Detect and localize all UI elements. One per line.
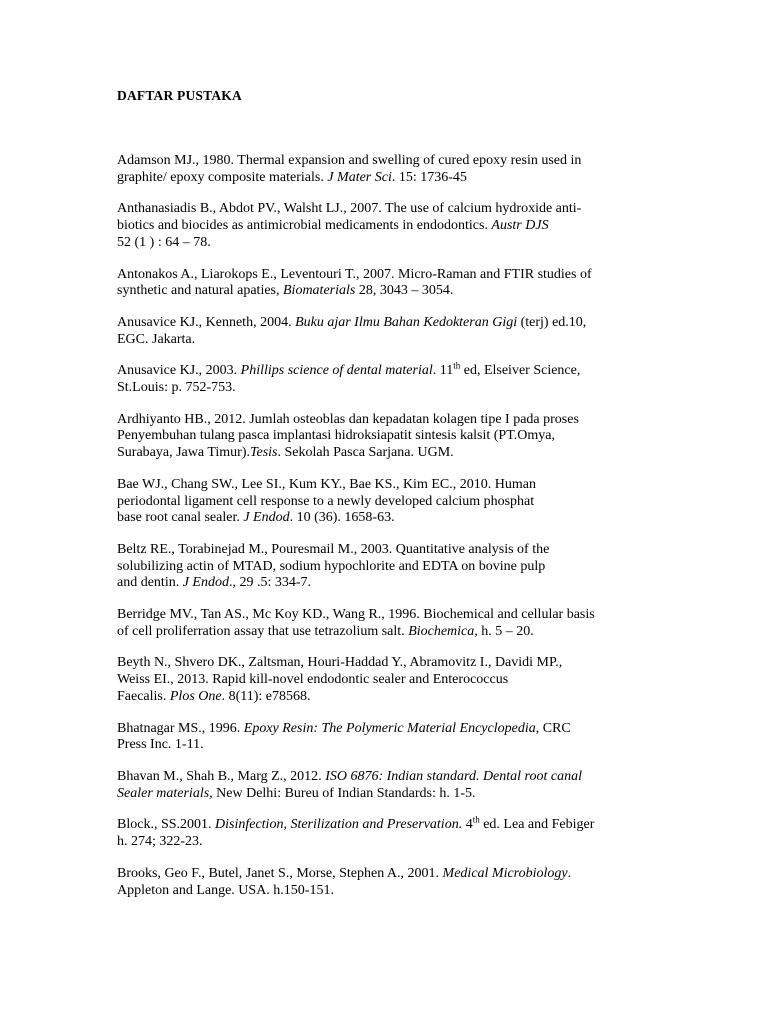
reference-text: . 11 bbox=[432, 363, 454, 379]
reference-entry bbox=[117, 607, 652, 640]
reference-text: and dentin. bbox=[117, 575, 183, 591]
reference-text: Bae WJ., Chang SW., Lee SI., Kum KY., Bae KS., Kim EC., 2010. Human bbox=[117, 476, 536, 492]
reference-text: Surabaya, Jawa Timur). bbox=[117, 445, 250, 461]
reference-italic-text: ISO 6876: Indian standard. Dental root canal bbox=[325, 768, 582, 784]
reference-italic-text: Medical Microbiology bbox=[442, 865, 568, 881]
reference-line bbox=[117, 672, 652, 689]
reference-line bbox=[117, 266, 652, 284]
reference-line bbox=[117, 865, 652, 883]
reference-line bbox=[117, 655, 652, 672]
reference-text: Appleton and Lange. USA. h.150-151. bbox=[117, 882, 334, 898]
reference-text: . 15: 1736-45 bbox=[391, 169, 467, 185]
reference-text: Bhavan M., Shah B., Marg Z., 2012. bbox=[117, 768, 326, 784]
reference-text: New Delhi: Bureu of Indian Standards: h. 1-5. bbox=[212, 785, 476, 801]
reference-line bbox=[117, 218, 652, 235]
reference-text: 28, 3043 – 3054. bbox=[355, 283, 454, 299]
reference-line bbox=[117, 785, 652, 803]
reference-entry bbox=[117, 153, 652, 186]
reference-text: Press Inc. 1-11. bbox=[117, 737, 204, 753]
reference-text: Bhatnagar MS., 1996. bbox=[117, 720, 244, 736]
reference-text: Brooks, Geo F., Butel, Janet S., Morse, Stephen A., 2001. bbox=[117, 865, 443, 881]
reference-entry bbox=[117, 814, 652, 850]
reference-entry bbox=[117, 542, 652, 592]
reference-line bbox=[117, 720, 652, 738]
reference-text: synthetic and natural apaties, bbox=[117, 283, 283, 299]
reference-text: Beyth N., Shvero DK., Zaltsman, Houri-Haddad Y., Abramovitz I., Davidi MP., bbox=[117, 655, 563, 671]
reference-entry bbox=[117, 412, 652, 462]
reference-entry bbox=[117, 477, 652, 527]
reference-line bbox=[117, 834, 652, 851]
reference-italic-text: Buku ajar Ilmu Bahan Kedokteran Gigi bbox=[295, 314, 518, 330]
reference-line bbox=[117, 768, 652, 786]
reference-text: ed, Elseiver Science, bbox=[460, 363, 581, 379]
reference-text: graphite/ epoxy composite materials. bbox=[117, 169, 328, 185]
reference-line bbox=[117, 360, 652, 380]
reference-text: (terj) ed.10, bbox=[517, 314, 587, 330]
reference-italic-text: Plos One bbox=[169, 688, 222, 704]
reference-text: Faecalis. bbox=[117, 688, 170, 704]
reference-italic-text: J Mater Sci bbox=[327, 169, 392, 185]
reference-italic-text: Epoxy Resin: The Polymeric Material Encyclopedia bbox=[243, 720, 536, 736]
reference-text: Weiss EI., 2013. Rapid kill-novel endodontic sealer and Enterococcus bbox=[117, 672, 509, 688]
reference-line bbox=[117, 493, 652, 511]
reference-italic-text: J Endod bbox=[182, 575, 229, 591]
reference-text: Anusavice KJ., 2003. bbox=[117, 363, 241, 379]
reference-italic-text: Biomaterials bbox=[283, 283, 356, 299]
reference-line bbox=[117, 558, 652, 576]
reference-italic-text: Austr DJS bbox=[491, 218, 549, 234]
reference-line bbox=[117, 882, 652, 900]
reference-line bbox=[117, 737, 652, 754]
reference-superscript: th bbox=[453, 360, 461, 371]
reference-text: St.Louis: p. 752-753. bbox=[117, 380, 236, 396]
reference-text: Beltz RE., Torabinejad M., Pouresmail M., 2003. Quantitative analysis of the bbox=[117, 541, 550, 557]
reference-line bbox=[117, 169, 652, 187]
page-title: DAFTAR PUSTAKA bbox=[117, 88, 242, 103]
reference-text: Block., SS.2001. bbox=[117, 817, 216, 833]
reference-line bbox=[117, 623, 652, 641]
reference-italic-text: Tesis bbox=[250, 445, 278, 461]
reference-entry bbox=[117, 201, 652, 251]
reference-text: . 8(11): e78568. bbox=[221, 688, 311, 704]
reference-entry bbox=[117, 721, 652, 754]
reference-line bbox=[117, 331, 652, 349]
reference-text: , CRC bbox=[535, 720, 571, 736]
reference-entry bbox=[117, 655, 652, 705]
reference-text: Anthanasiadis B., Abdot PV., Walsht LJ., 2007. The use of calcium hydroxide anti- bbox=[117, 201, 582, 217]
reference-italic-text: Sealer materials, bbox=[117, 785, 213, 801]
reference-line bbox=[117, 575, 652, 592]
reference-text: Ardhiyanto HB., 2012. Jumlah osteoblas dan kepadatan kolagen tipe I pada proses bbox=[117, 411, 579, 427]
reference-italic-text: Disinfection, Sterilization and Preservation. bbox=[215, 817, 463, 833]
reference-line bbox=[117, 445, 652, 462]
reference-text: biotics and biocides as antimicrobial medicaments in endodontics. bbox=[117, 218, 492, 234]
reference-entry bbox=[117, 315, 652, 348]
reference-text: ed. Lea and Febiger bbox=[479, 817, 595, 833]
reference-entry bbox=[117, 267, 652, 300]
reference-line bbox=[117, 476, 652, 494]
reference-italic-text: Phillips science of dental material bbox=[240, 363, 433, 379]
reference-text: Berridge MV., Tan AS., Mc Koy KD., Wang R., 1996. Biochemical and cellular basis bbox=[117, 607, 595, 623]
reference-entry bbox=[117, 769, 652, 802]
reference-text: . 10 (36). 1658-63. bbox=[289, 510, 395, 526]
reference-line bbox=[117, 541, 652, 559]
reference-line bbox=[117, 688, 652, 706]
reference-entry bbox=[117, 866, 652, 899]
reference-line bbox=[117, 153, 652, 170]
reference-text: Penyembuhan tulang pasca implantasi hidroksiapatit sintesis kalsit (PT.Omya, bbox=[117, 428, 555, 444]
reference-text: . Sekolah Pasca Sarjana. UGM. bbox=[277, 445, 454, 461]
reference-text: periodontal ligament cell response to a newly developed calcium phosphat bbox=[117, 493, 535, 509]
reference-text: solubilizing actin of MTAD, sodium hypochlorite and EDTA on bovine pulp bbox=[117, 558, 546, 574]
reference-text: 4 bbox=[462, 817, 473, 833]
reference-text: Adamson MJ., 1980. Thermal expansion and swelling of cured epoxy resin used in bbox=[117, 153, 582, 168]
reference-text: 52 (1 ) : 64 – 78. bbox=[117, 234, 211, 250]
reference-text: Anusavice KJ., Kenneth, 2004. bbox=[117, 314, 296, 330]
reference-line bbox=[117, 314, 652, 332]
reference-text: of cell proliferration assay that use tetrazolium salt. bbox=[117, 623, 409, 639]
reference-line bbox=[117, 201, 652, 218]
reference-line bbox=[117, 380, 652, 397]
reference-entry bbox=[117, 360, 652, 396]
reference-line bbox=[117, 607, 652, 624]
reference-italic-text: J Endod bbox=[243, 510, 290, 526]
reference-list bbox=[117, 138, 652, 899]
reference-line bbox=[117, 411, 652, 429]
reference-line bbox=[117, 428, 652, 445]
reference-line bbox=[117, 510, 652, 527]
reference-superscript: th bbox=[472, 814, 480, 825]
reference-text: Antonakos A., Liarokops E., Leventouri T., 2007. Micro-Raman and FTIR studies of bbox=[117, 266, 592, 282]
reference-text: EGC. Jakarta. bbox=[117, 331, 196, 347]
reference-text: , h. 5 – 20. bbox=[474, 623, 534, 639]
reference-text: base root canal sealer. bbox=[117, 510, 244, 526]
reference-line bbox=[117, 234, 652, 252]
reference-line bbox=[117, 283, 652, 300]
reference-text: . bbox=[567, 865, 572, 881]
reference-italic-text: Biochemica bbox=[408, 623, 475, 639]
reference-text: h. 274; 322-23. bbox=[117, 834, 203, 850]
reference-line bbox=[117, 814, 652, 834]
reference-text: ., 29 .5: 334-7. bbox=[228, 575, 312, 591]
